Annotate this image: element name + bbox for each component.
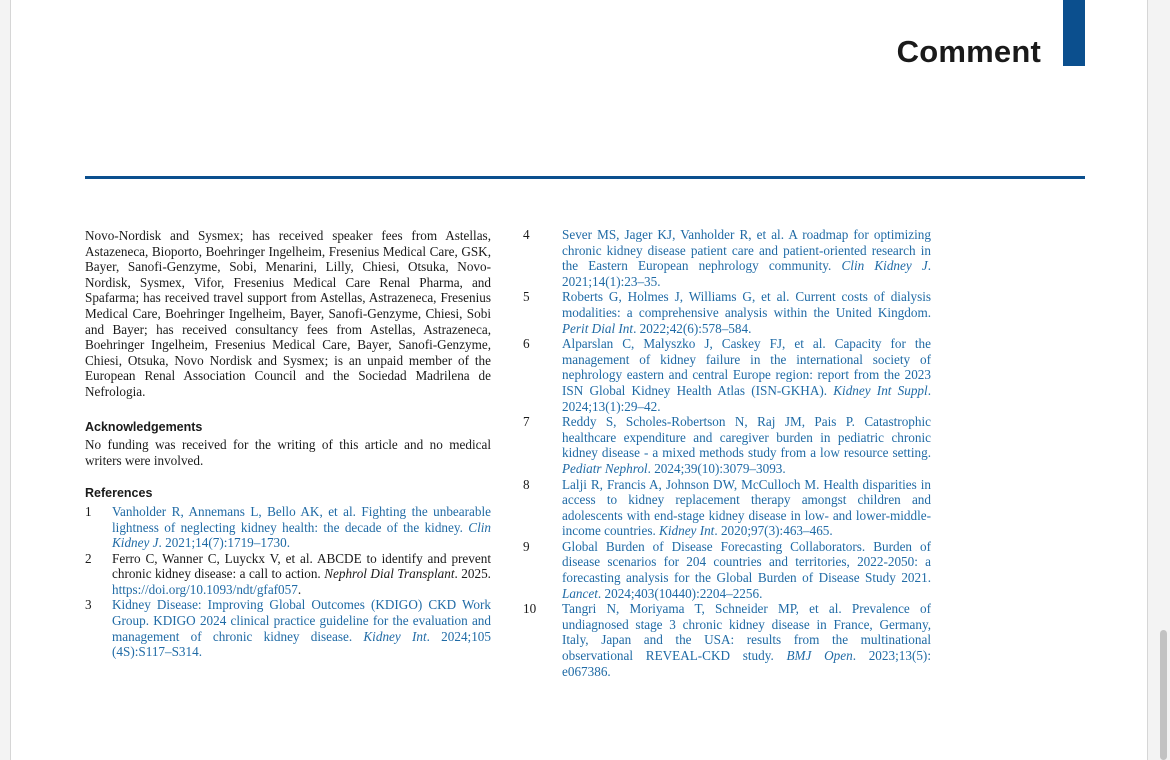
reference-text[interactable]: Tangri N, Moriyama T, Schneider MP, et al. Prevalence of undiagnosed stage 3 chronic kidney disease in France, Germany, Italy, Japan and the USA: results from the multinational observational REVEAL-CKD study. BMJ Open. 2023;13(5): e067386. — [562, 601, 931, 679]
reference-text[interactable]: Alparslan C, Malyszko J, Caskey FJ, et al. Capacity for the management of kidney failure in the international society of nephrology eastern and central Europe region: report from the 2023 ISN Global Kidney Health Atlas (ISN-GKHA). Kidney Int Suppl. 2024;13(1):29–42. — [562, 336, 931, 414]
page-title: Comment — [896, 34, 1041, 69]
reference-item-7[interactable] — [523, 414, 931, 476]
reference-number: 4 — [523, 227, 530, 242]
reference-number: 10 — [523, 601, 537, 617]
reference-number: 5 — [523, 289, 530, 305]
reference-item-4[interactable] — [523, 227, 931, 289]
reference-number: 8 — [523, 476, 530, 492]
disclosure-paragraph: Novo-Nordisk and Sysmex; has received speaker fees from Astellas, Astazeneca, Bioporto, Boehringer Ingelheim, Fresenius Medical Care, GSK, Bayer, Sanofi-Genzyme, Sobi, Menarini, Lilly, Chiesi, Otsuka, Novo-Nordisk, Sysmex, Vifor, Fresenius Medical Care Renal Pharma, and Spafarma; has received travel support from Astellas, Astrazeneca, Fresenius Medical Care, Boehringer Ingelheim, Bayer, Sanofi-Genzyme, Chiesi, Sobi and Bayer; has received consultancy fees from Astellas, Astrazeneca, Boehringer Ingelheim, Fresenius Medical Care, Bayer, Sanofi-Genzyme, Chiesi, Otsuka, Novo Nordisk and Sysmex; is an unpaid member of the European Renal Association Council and the Sociedad Madrilena de Nefrologia. — [85, 228, 491, 399]
reference-item-1[interactable] — [85, 504, 491, 551]
reference-item-3[interactable] — [85, 597, 491, 659]
reference-number: 2 — [85, 550, 92, 566]
right-column — [523, 227, 931, 679]
doi-link[interactable]: https://doi.org/10.1093/ndt/gfaf057 — [112, 581, 298, 597]
reference-number: 1 — [85, 503, 92, 519]
scrollbar-thumb[interactable] — [1160, 630, 1167, 760]
document-page — [10, 0, 1148, 760]
reference-number: 6 — [523, 336, 530, 352]
reference-number: 9 — [523, 538, 530, 554]
acknowledgements-heading: Acknowledgements — [85, 419, 203, 434]
reference-text[interactable]: Sever MS, Jager KJ, Vanholder R, et al. A roadmap for optimizing chronic kidney disease patient care and patient-oriented research in the Eastern European nephrology community. Clin Kidney J. 2021;14(1):23–35. — [562, 227, 932, 289]
reference-item-2 — [85, 551, 491, 598]
reference-number: 3 — [85, 597, 92, 613]
reference-item-8[interactable] — [523, 477, 931, 539]
reference-item-6[interactable] — [523, 336, 931, 414]
reference-item-5[interactable] — [523, 289, 931, 336]
header-divider — [85, 176, 1085, 179]
reference-text: Ferro C, Wanner C, Luyckx V, et al. ABCDE to identify and prevent chronic kidney disease: a call to action. Nephrol Dial Transplant. 2025. https://doi.org/10.1093/ndt/gfaf057. — [112, 550, 491, 597]
vertical-scrollbar[interactable] — [1156, 0, 1170, 760]
reference-number: 7 — [523, 414, 530, 430]
references-heading: References — [85, 486, 153, 501]
reference-item-9[interactable] — [523, 539, 931, 601]
reference-text[interactable]: Vanholder R, Annemans L, Bello AK, et al. Fighting the unbearable lightness of neglecting kidney health: the decade of the kidney. Clin Kidney J. 2021;14(7):1719–1730. — [112, 503, 491, 551]
reference-text[interactable]: Roberts G, Holmes J, Williams G, et al. Current costs of dialysis modalities: a comprehensive analysis within the United Kingdom. Perit Dial Int. 2022;42(6):578–584. — [562, 289, 931, 336]
left-column — [85, 228, 491, 660]
reference-text[interactable]: Lalji R, Francis A, Johnson DW, McCulloch M. Health disparities in access to kidney replacement therapy amongst children and adolescents with end-stage kidney disease in low- and lower-middle-income countries. Kidney Int. 2020;97(3):463–465. — [562, 476, 931, 539]
reference-item-10[interactable] — [523, 601, 931, 679]
reference-text[interactable]: Global Burden of Disease Forecasting Collaborators. Burden of disease scenarios for 204 countries and territories, 2022-2050: a forecasting analysis for the Global Burden of Disease Study 2021. Lancet. 2024;403(10440):2204–2256. — [562, 538, 931, 601]
header-accent-bar — [1063, 0, 1085, 66]
reference-text[interactable]: Kidney Disease: Improving Global Outcomes (KDIGO) CKD Work Group. KDIGO 2024 clinical practice guideline for the evaluation and management of chronic kidney disease. Kidney Int. 2024;105 (4S):S117–S314. — [112, 597, 491, 660]
acknowledgements-text: No funding was received for the writing of this article and no medical writers were involved. — [85, 437, 491, 468]
reference-text[interactable]: Reddy S, Scholes-Robertson N, Raj JM, Pais P. Catastrophic healthcare expenditure and caregiver burden in pediatric chronic kidney disease - a mixed methods study from a low resource setting. Pediatr Nephrol. 2024;39(10):3079–3093. — [562, 414, 931, 476]
